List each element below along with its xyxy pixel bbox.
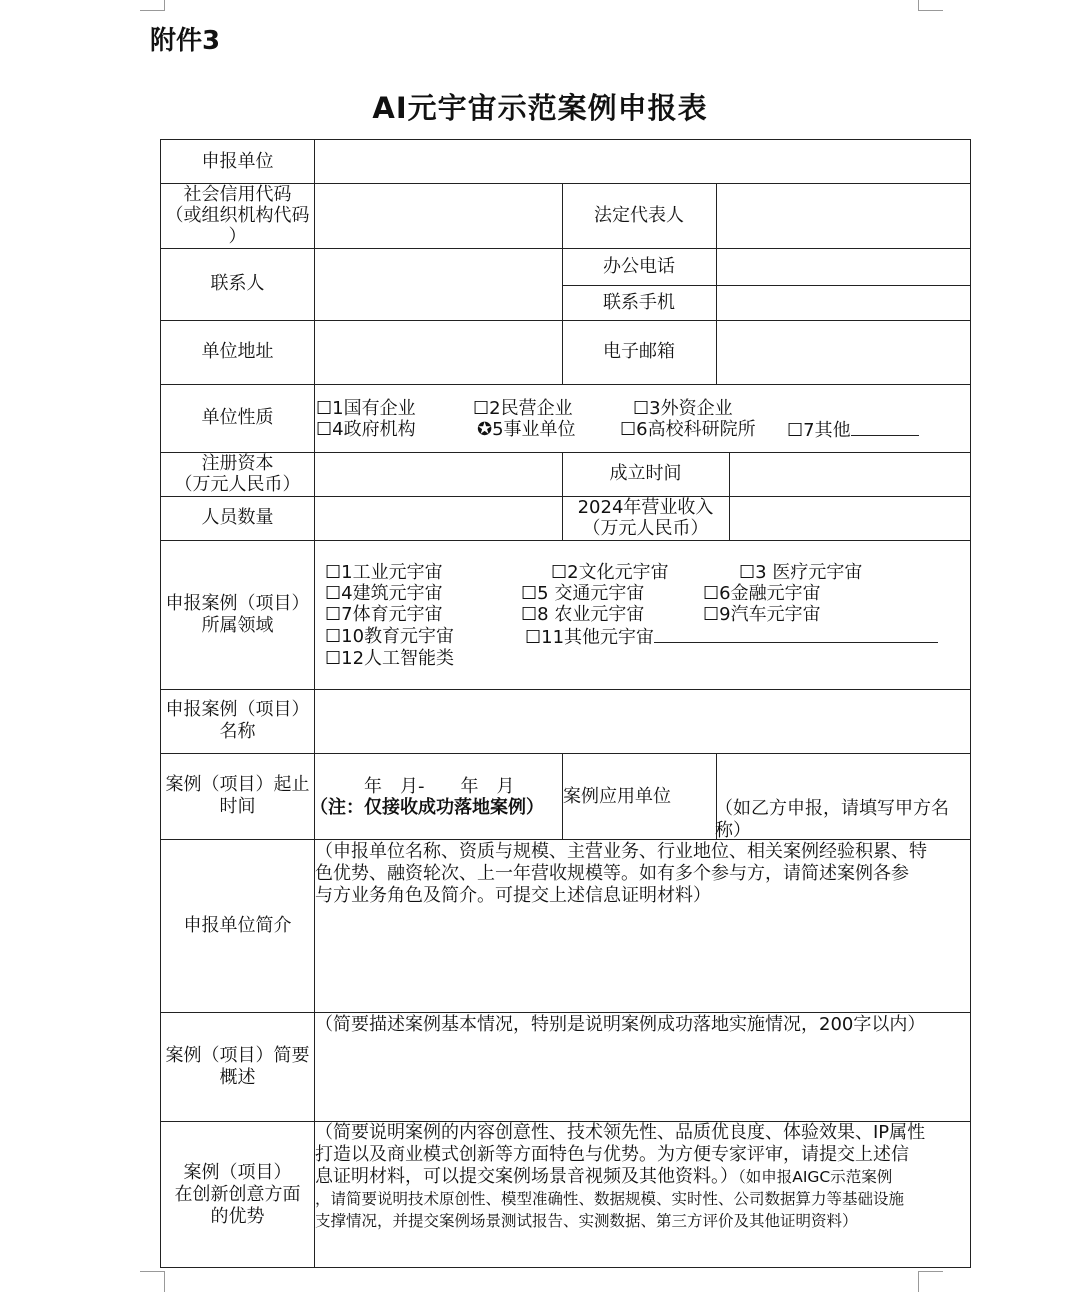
app-unit-note-line: （如乙方申报，请填写甲方名 <box>715 798 949 819</box>
field-option[interactable] <box>325 648 454 670</box>
application-form-table <box>160 139 971 1268</box>
label-field-line: 申报案例（项目） <box>165 592 310 614</box>
nature-option-label: 1国有企业 <box>332 398 416 419</box>
field-option-label: 3 医疗元宇宙 <box>755 562 863 583</box>
checkbox-icon: ☐ <box>703 604 720 625</box>
intro-text <box>315 841 975 907</box>
label-reg-capital-line: 注册资本 <box>201 453 274 474</box>
field-option[interactable] <box>551 562 669 584</box>
label-summary <box>161 1012 314 1121</box>
checkbox-icon: ☐ <box>316 398 333 419</box>
label-reg-capital-line: （万元人民币） <box>174 474 301 495</box>
legal-rep-field[interactable] <box>716 183 971 248</box>
field-option[interactable] <box>521 583 644 605</box>
nature-option[interactable] <box>473 398 573 420</box>
label-field-line: 所属领域 <box>201 614 274 636</box>
nature-option-label: 7其他 <box>803 420 851 441</box>
label-applicant: 申报单位 <box>201 150 274 172</box>
intro-text-line: 色优势、融资轮次、上一年营收规模等。如有多个参与方，请简述案例各参 <box>315 863 909 884</box>
field-option[interactable] <box>325 604 443 626</box>
checkbox-icon: ☐ <box>325 562 342 583</box>
label-address: 单位地址 <box>201 341 274 362</box>
column-divider <box>729 452 730 540</box>
checkbox-icon: ☐ <box>787 420 804 441</box>
attachment-label: 附件3 <box>150 26 221 56</box>
field-option-label: 1工业元宇宙 <box>341 562 443 583</box>
label-email: 电子邮箱 <box>603 341 675 362</box>
field-option-label: 10教育元宇宙 <box>341 626 455 647</box>
form-title: AI元宇宙示范案例申报表 <box>372 91 708 125</box>
advantage-text <box>315 1122 975 1232</box>
checkbox-icon: ☐ <box>739 562 756 583</box>
checkbox-icon: ☐ <box>325 583 342 604</box>
field-option[interactable] <box>325 562 443 584</box>
advantage-text-line <box>315 1166 975 1188</box>
intro-text-line: 与方业务角色及简介。可提交上述信息证明材料） <box>315 885 711 906</box>
checkbox-icon: ☐ <box>325 604 342 625</box>
checkbox-icon: ☐ <box>473 398 490 419</box>
field-option-label: 6金融元宇宙 <box>719 583 821 604</box>
label-credit-code-line: 社会信用代码 <box>183 184 292 205</box>
summary-text: （简要描述案例基本情况，特别是说明案例成功落地实施情况，200字以内） <box>315 1014 926 1035</box>
crop-mark <box>140 0 165 11</box>
label-case-name-line: 申报案例（项目） <box>165 699 310 720</box>
nature-option-label: 2民营企业 <box>489 398 573 419</box>
checkbox-icon: ☐ <box>525 627 542 648</box>
label-advantage-line: 的优势 <box>210 1205 265 1227</box>
field-option[interactable] <box>521 604 644 626</box>
label-reg-capital <box>161 452 314 496</box>
period-value[interactable]: 年 月- 年 月 <box>364 776 515 797</box>
nature-option[interactable] <box>316 419 416 441</box>
checkbox-icon: ☐ <box>551 562 568 583</box>
label-advantage-line: 在创新创意方面 <box>174 1183 301 1205</box>
checkbox-icon: ☐ <box>633 398 650 419</box>
label-app-unit: 案例应用单位 <box>563 786 671 807</box>
crop-mark <box>140 1271 165 1292</box>
nature-option-label: 3外资企业 <box>649 398 733 419</box>
label-revenue-line: 2024年营业收入 <box>577 497 714 518</box>
checkbox-icon: ☐ <box>521 604 538 625</box>
field-option[interactable] <box>325 583 443 605</box>
nature-option-label: 6高校科研院所 <box>636 419 756 440</box>
nature-option[interactable] <box>787 419 919 442</box>
advantage-text-line: （简要说明案例的内容创意性、技术领先性、品质优良度、体验效果、IP属性 <box>315 1122 926 1143</box>
intro-text-line: （申报单位名称、资质与规模、主营业务、行业地位、相关案例经验积累、特 <box>315 841 927 862</box>
field-option-label: 2文化元宇宙 <box>567 562 669 583</box>
nature-option[interactable] <box>633 398 733 420</box>
label-credit-code <box>161 183 314 248</box>
nature-option-label: 5事业单位 <box>492 419 576 440</box>
label-legal-rep: 法定代表人 <box>594 204 684 226</box>
label-advantage-line: 案例（项目） <box>183 1161 292 1183</box>
label-intro: 申报单位简介 <box>183 914 292 936</box>
label-credit-code-line: （或组织机构代码 <box>165 205 310 226</box>
advantage-small-line: ，请简要说明技术原创性、模型准确性、数据规模、实时性、公司数据算力等基础设施 <box>315 1190 905 1208</box>
field-option-label: 9汽车元宇宙 <box>719 604 821 625</box>
period-note: （注：仅接收成功落地案例） <box>310 797 544 818</box>
checkbox-icon: ☐ <box>620 419 637 440</box>
field-option[interactable] <box>703 604 821 626</box>
checkbox-icon: ☐ <box>325 626 342 647</box>
crop-mark <box>918 0 943 11</box>
field-option-label: 11其他元宇宙 <box>541 627 655 648</box>
advantage-small-line: 支撑情况，并提交案例场景测试报告、实测数据、第三方评价及其他证明资料） <box>315 1212 858 1230</box>
checkbox-icon: ☐ <box>325 648 342 669</box>
label-case-name-line: 名称 <box>219 721 256 742</box>
fill-in-line[interactable] <box>851 419 919 436</box>
nature-option[interactable] <box>316 398 416 420</box>
label-nature: 单位性质 <box>201 407 274 428</box>
field-option-label: 7体育元宇宙 <box>341 604 443 625</box>
field-option[interactable] <box>525 626 938 649</box>
label-mobile: 联系手机 <box>603 291 675 313</box>
label-case-name <box>161 689 314 753</box>
label-revenue-line: （万元人民币） <box>582 518 709 539</box>
field-option-label: 5 交通元宇宙 <box>537 583 645 604</box>
label-office-phone: 办公电话 <box>603 255 675 277</box>
checkbox-icon: ☐ <box>521 583 538 604</box>
advantage-text-part: 息证明材料，可以提交案例场景音视频及其他资料。） <box>315 1166 738 1187</box>
crop-mark <box>918 1271 943 1292</box>
app-unit-note <box>715 798 973 842</box>
label-period-line: 时间 <box>219 796 256 817</box>
label-advantage <box>161 1121 314 1268</box>
fill-in-line[interactable] <box>654 626 938 643</box>
label-staff: 人员数量 <box>201 507 274 528</box>
label-contact: 联系人 <box>210 273 265 294</box>
label-revenue <box>562 496 729 540</box>
label-founded: 成立时间 <box>609 463 682 484</box>
field-option[interactable] <box>703 583 821 605</box>
advantage-small-part: （如申报AIGC示范案例 <box>738 1168 893 1186</box>
app-unit-note-line: 称） <box>715 820 751 841</box>
label-credit-code-line: ） <box>228 226 247 247</box>
field-option-label: 8 农业元宇宙 <box>537 604 645 625</box>
checkbox-icon: ☐ <box>703 583 720 604</box>
field-option[interactable] <box>739 562 862 584</box>
field-option-label: 12人工智能类 <box>341 648 455 669</box>
checkbox-icon: ☐ <box>316 419 333 440</box>
nature-option[interactable] <box>477 419 576 441</box>
field-option[interactable] <box>325 626 454 648</box>
selected-radio-icon: ✪ <box>477 419 493 440</box>
nature-option-label: 4政府机构 <box>332 419 416 440</box>
label-period-line: 案例（项目）起止 <box>165 774 310 795</box>
field-option-label: 4建筑元宇宙 <box>341 583 443 604</box>
label-field <box>161 540 314 689</box>
nature-option[interactable] <box>620 419 756 441</box>
label-summary-line: 案例（项目）简要 <box>165 1044 310 1066</box>
column-divider <box>314 140 315 1268</box>
label-period <box>161 753 314 839</box>
label-summary-line: 概述 <box>219 1066 256 1088</box>
advantage-text-line: 打造以及商业模式创新等方面特色与优势。为方便专家评审，请提交上述信 <box>315 1144 909 1165</box>
